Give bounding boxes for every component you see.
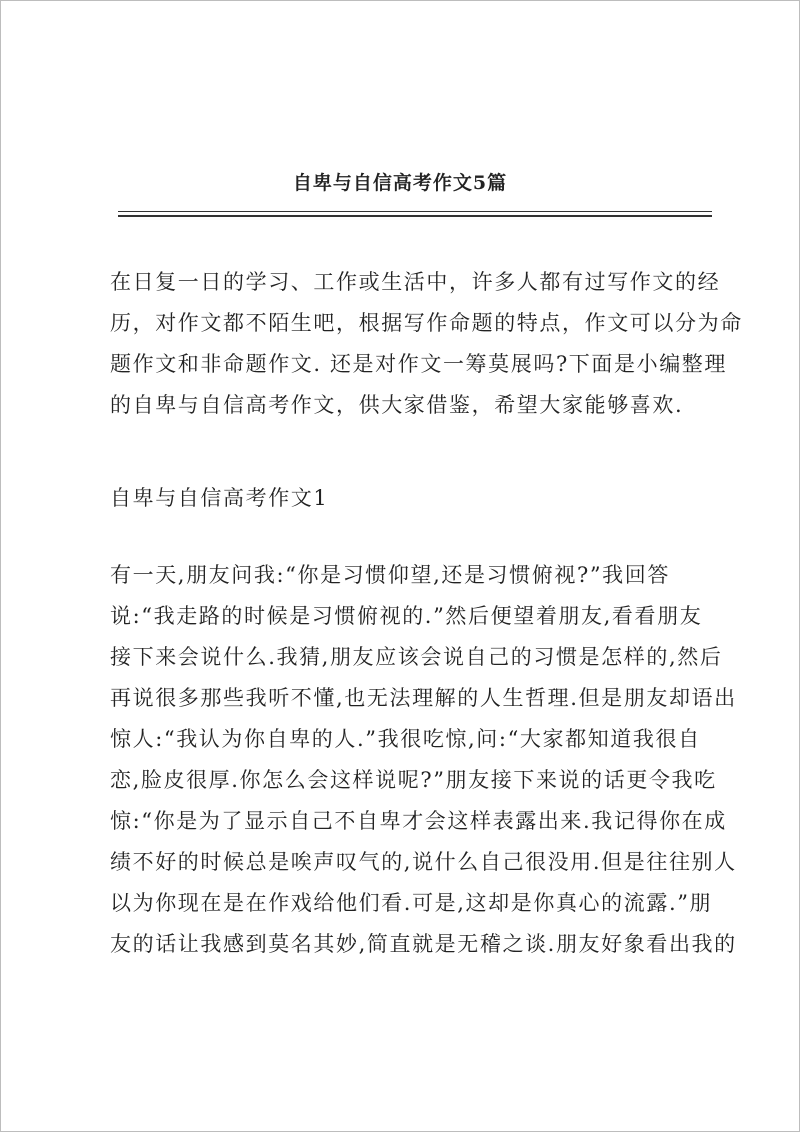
essay-paragraph [110, 555, 737, 965]
section-heading [110, 478, 710, 519]
essay-line: 说:“我走路的时候是习惯俯视的.”然后便望着朋友,看看朋友 [110, 604, 703, 628]
essay-line: 惊人:“我认为你自卑的人.”我很吃惊,问:“大家都知道我很自 [110, 727, 701, 751]
essay-line: 接下来会说什么.我猜,朋友应该会说自己的习惯是怎样的,然后 [110, 645, 723, 669]
essay-line: 友的话让我感到莫名其妙,简直就是无稽之谈.朋友好象看出我的 [110, 932, 737, 956]
essay-line: 再说很多那些我听不懂,也无法理解的人生哲理.但是朋友却语出 [110, 686, 737, 710]
intro-line: 题作文和非命题作文. 还是对作文一筹莫展吗?下面是小编整理 [110, 352, 728, 376]
intro-line: 历，对作文都不陌生吧，根据写作命题的特点，作文可以分为命 [110, 311, 743, 335]
essay-line: 惊:“你是为了显示自己不自卑才会这样表露出来.我记得你在成 [110, 809, 727, 833]
section-heading-text: 自卑与自信高考作文1 [110, 486, 329, 510]
essay-line: 以为你现在是在作戏给他们看.可是,这却是你真心的流露.”朋 [110, 891, 713, 915]
title-rule-thin [118, 211, 712, 212]
essay-line: 绩不好的时候总是唉声叹气的,说什么自己很没用.但是往往别人 [110, 850, 737, 874]
intro-line: 在日复一日的学习、工作或生活中，许多人都有过写作文的经 [110, 270, 721, 294]
document-title: 自卑与自信高考作文5篇 [292, 172, 508, 194]
intro-line: 的自卑与自信高考作文，供大家借鉴，希望大家能够喜欢. [110, 393, 684, 417]
essay-line: 恋,脸皮很厚.你怎么会这样说呢?”朋友接下来说的话更令我吃 [110, 768, 717, 792]
intro-paragraph [110, 262, 743, 426]
essay-line: 有一天,朋友问我:“你是习惯仰望,还是习惯俯视?”我回答 [110, 563, 670, 587]
title-rule-thick [118, 215, 712, 217]
